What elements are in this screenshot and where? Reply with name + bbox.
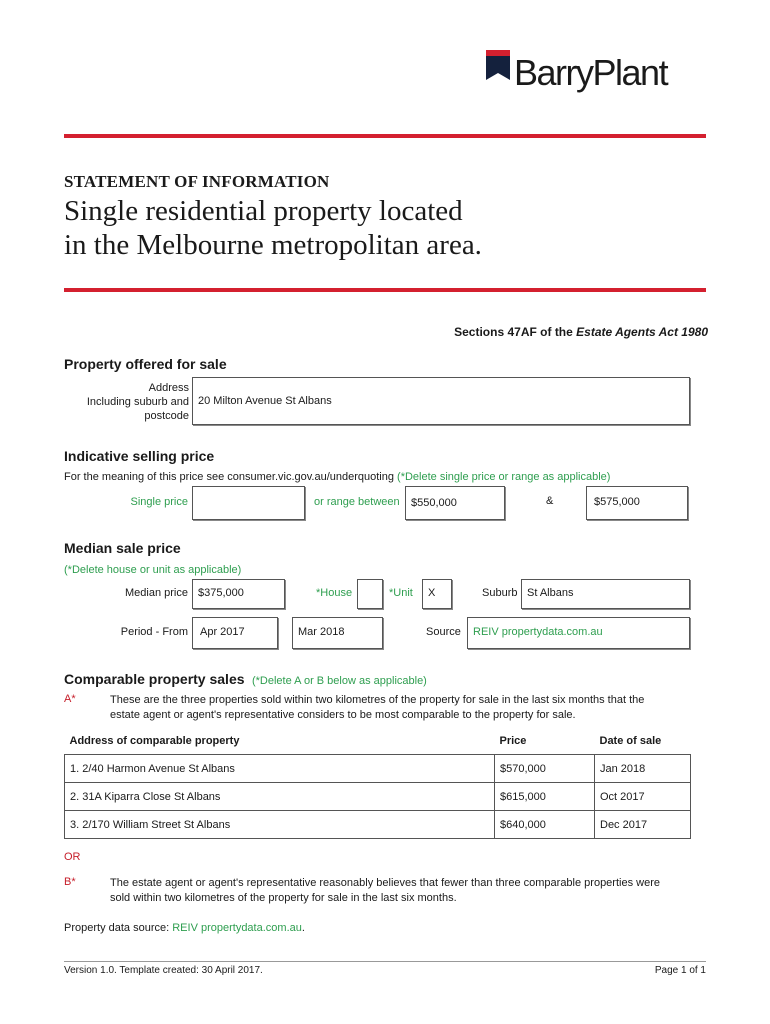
house-label: *House: [316, 587, 353, 599]
comparable-date-cell[interactable]: Oct 2017: [595, 783, 691, 811]
address-label-line-3: postcode: [144, 410, 189, 422]
title-line-1: Single residential property located: [64, 195, 463, 227]
unit-label: *Unit: [389, 587, 413, 599]
period-label: Period - From: [120, 626, 188, 638]
median-heading: Median sale price: [64, 540, 181, 556]
address-label-line-2: Including suburb and: [86, 396, 189, 408]
unit-value: X: [428, 587, 436, 599]
comparable-heading-row: [64, 671, 427, 689]
data-source-suffix: .: [301, 922, 305, 934]
source-label: Source: [426, 626, 461, 638]
option-b-marker: B*: [64, 876, 76, 888]
period-from-field[interactable]: [192, 617, 278, 649]
comparable-address-cell[interactable]: 2. 31A Kiparra Close St Albans: [65, 783, 495, 811]
suburb-label: Suburb: [482, 587, 518, 599]
data-source-link[interactable]: REIV propertydata.com.au: [172, 922, 302, 934]
range-high-field[interactable]: [586, 486, 688, 520]
table-row: [65, 811, 691, 839]
single-price-field[interactable]: [192, 486, 305, 520]
title-line-2: in the Melbourne metropolitan area.: [64, 229, 482, 261]
comparable-table: [64, 732, 691, 839]
footer-divider: [64, 961, 706, 962]
comparable-address-cell[interactable]: 1. 2/40 Harmon Avenue St Albans: [65, 755, 495, 783]
indicative-note: [64, 471, 610, 483]
column-date: Date of sale: [599, 735, 662, 747]
column-price: Price: [499, 735, 527, 747]
source-value: REIV propertydata.com.au: [473, 626, 603, 638]
option-b-line-2: sold within two kilometres of the property for sale in the last six months.: [110, 892, 457, 904]
option-a-line-1: These are the three properties sold within two kilometres of the property for sale in the last six months that the: [110, 694, 645, 706]
comparable-heading-note: (*Delete A or B below as applicable): [251, 675, 427, 687]
indicative-heading: Indicative selling price: [64, 448, 215, 464]
top-divider: [64, 134, 706, 138]
comparable-heading: Comparable property sales: [64, 671, 245, 687]
range-high-value: $575,000: [594, 496, 640, 508]
option-b-line-1: The estate agent or agent's representative reasonably believes that fewer than three comparable properties were: [110, 877, 660, 889]
title-divider: [64, 288, 706, 292]
house-checkbox[interactable]: [357, 579, 383, 609]
median-price-value: $375,000: [198, 587, 244, 599]
indicative-note-prefix: For the meaning of this price see consumer.vic.gov.au/underquoting: [64, 471, 398, 483]
document-title: [64, 194, 482, 262]
period-to-value: Mar 2018: [298, 626, 345, 638]
suburb-field[interactable]: [521, 579, 690, 609]
comparable-price-cell[interactable]: $640,000: [495, 811, 595, 839]
logo-flag-icon: [486, 50, 510, 82]
median-price-field[interactable]: [192, 579, 285, 609]
data-source-prefix: Property data source:: [64, 922, 173, 934]
table-row: [65, 755, 691, 783]
range-low-value: $550,000: [411, 497, 457, 509]
address-label-line-1: Address: [148, 382, 189, 394]
range-low-field[interactable]: [405, 486, 505, 520]
range-label: or range between: [314, 496, 400, 508]
property-heading: Property offered for sale: [64, 356, 227, 372]
comparable-price-cell[interactable]: $570,000: [495, 755, 595, 783]
footer-version: Version 1.0. Template created: 30 April 2017.: [64, 965, 263, 976]
single-price-label: Single price: [130, 496, 188, 508]
house-value: [358, 580, 382, 584]
unit-checkbox[interactable]: [422, 579, 452, 609]
option-a-line-2: estate agent or agent's representative considers to be most comparable to the property for sale.: [110, 709, 576, 721]
address-label: [64, 381, 189, 423]
single-price-value: [193, 487, 304, 491]
table-row: [65, 783, 691, 811]
table-header-row: [65, 732, 691, 755]
address-value: 20 Milton Avenue St Albans: [198, 395, 332, 407]
comparable-address-cell[interactable]: 3. 2/170 William Street St Albans: [65, 811, 495, 839]
comparable-date-cell[interactable]: Dec 2017: [595, 811, 691, 839]
period-to-field[interactable]: [292, 617, 383, 649]
sections-reference: [454, 325, 708, 339]
footer-page-number: Page 1 of 1: [654, 965, 706, 976]
property-data-source: [64, 922, 305, 934]
sections-prefix: Sections 47AF of the: [454, 325, 577, 339]
address-field[interactable]: [192, 377, 690, 425]
document-kicker: STATEMENT OF INFORMATION: [64, 172, 330, 191]
or-separator: OR: [64, 851, 81, 863]
column-address: Address of comparable property: [69, 735, 240, 747]
option-b-text: [110, 876, 660, 906]
option-a-text: [110, 693, 644, 723]
option-a-marker: A*: [64, 693, 76, 705]
comparable-price-cell[interactable]: $615,000: [495, 783, 595, 811]
source-field[interactable]: [467, 617, 690, 649]
median-note: (*Delete house or unit as applicable): [64, 564, 242, 576]
act-name: Estate Agents Act 1980: [576, 325, 708, 339]
median-price-label: Median price: [125, 587, 188, 599]
comparable-date-cell[interactable]: Jan 2018: [595, 755, 691, 783]
logo-wordmark: BarryPlant: [514, 52, 668, 93]
period-from-value: Apr 2017: [200, 626, 245, 638]
suburb-value: St Albans: [527, 587, 574, 599]
range-ampersand: &: [546, 495, 554, 507]
indicative-note-green: (*Delete single price or range as applicable): [397, 471, 611, 483]
